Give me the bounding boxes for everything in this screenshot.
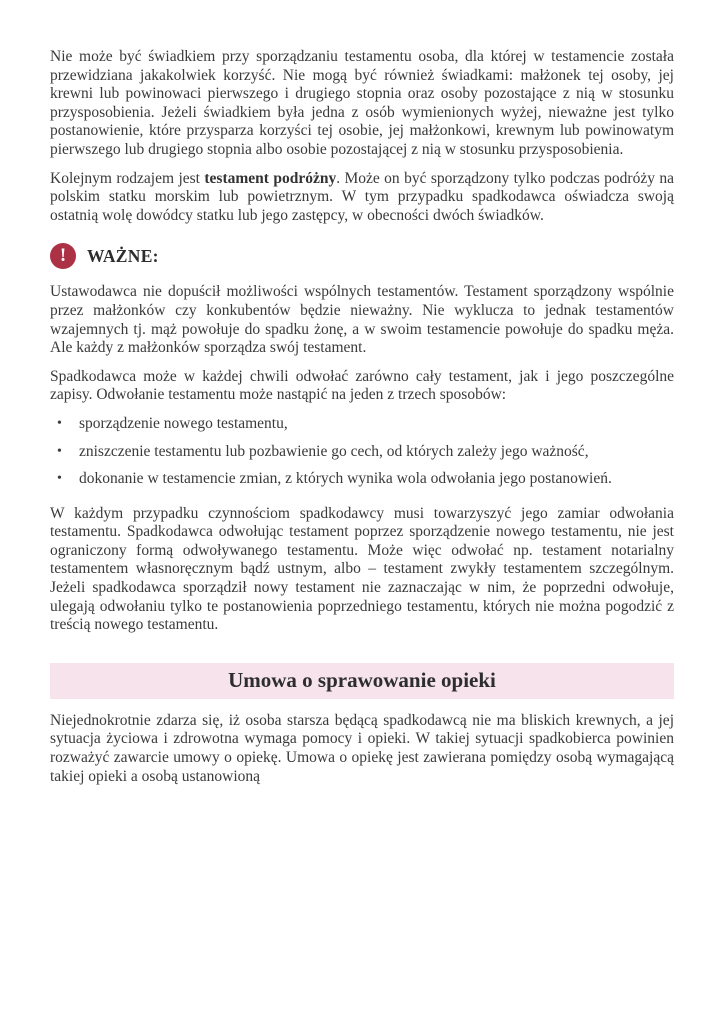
section-heading-care-agreement: Umowa o sprawowanie opieki [50, 663, 674, 699]
bullet-icon: • [57, 471, 62, 487]
bullet-icon: • [57, 443, 62, 459]
paragraph-revocation-details: W każdym przypadku czynnościom spadkodawcy musi towarzyszyć jego zamiar odwołania testamentu. Spadkodawca odwołując testament poprzez sporządzenie nowego testamentu, nie jest ograniczony formą odwoływanego testamentu. Może więc odwołać np. testament notarialny testamentem własnoręcznym bądź ustnym, albo – testament zwykły testamentem szczególnym. Jeżeli spadkodawca sporządził nowy testament nie zaznaczając w nim, że poprzedni odwołuje, ulegają odwołaniu tylko te postanowienia poprzedniego testamentu, których nie można pogodzić z treścią nowego testamentu. [50, 504, 674, 634]
list-item-text: zniszczenie testamentu lub pozbawienie go cech, od których zależy jego ważność, [79, 442, 589, 460]
exclamation-circle-icon: ! [50, 243, 76, 269]
travel-will-suffix: . Może on być sporządzony tylko podczas podróży na polskim statku morskim lub powietrznym. W tym przypadku spadkodawca oświadcza swoją ostatnią wolę dowódcy statku lub jego zastępcy, w obecności dwóch świadków. [50, 169, 674, 224]
revocation-methods-list [50, 415, 674, 489]
travel-will-bold-term: testament podróżny [204, 169, 337, 187]
list-item [50, 443, 674, 462]
paragraph-joint-wills: Ustawodawca nie dopuścił możliwości wspólnych testamentów. Testament sporządzony wspólnie przez małżonków czy konkubentów będzie nieważny. Nie wyklucza to jednak testamentów wzajemnych tj. mąż powołuje do spadku żonę, a w swoim testamencie powołuje do spadku męża. Ale każdy z małżonków sporządza swój testament. [50, 283, 674, 357]
list-item-text: dokonanie w testamencie zmian, z których wynika wola odwołania jego postanowień. [79, 470, 612, 488]
paragraph-revocation-intro: Spadkodawca może w każdej chwili odwołać zarówno cały testament, jak i jego poszczególne zapisy. Odwołanie testamentu może nastąpić na jeden z trzech sposobów: [50, 367, 674, 404]
travel-will-prefix: Kolejnym rodzajem jest [50, 169, 205, 187]
important-note-header [50, 243, 674, 269]
paragraph-witnesses: Nie może być świadkiem przy sporządzaniu testamentu osoba, dla której w testamencie została przewidziana jakakolwiek korzyść. Nie mogą być również świadkami: małżonek tej osoby, jej krewni lub powinowaci pierwszego i drugiego stopnia oraz osoby pozostające z nią w stosunku przysposobienia. Jeżeli świadkiem była jedna z osób wymienionych wyżej, nieważne jest tylko postanowienie, które przysparza korzyści tej osobie, jej małżonkowi, krewnym lub powinowatym pierwszego lub drugiego stopnia albo osobie pozostającej z nią w stosunku przysposobienia. [50, 48, 674, 158]
list-item [50, 470, 674, 489]
list-item [50, 415, 674, 434]
paragraph-travel-will [50, 170, 674, 226]
list-item-text: sporządzenie nowego testamentu, [79, 414, 288, 432]
paragraph-care-agreement: Niejednokrotnie zdarza się, iż osoba starsza będącą spadkodawcą nie ma bliskich krewnych, a jej sytuacja życiowa i zdrowotna wymaga pomocy i opieki. W takiej sytuacji spadkobierca powinien rozważyć zawarcie umowy o opiekę. Umowa o opiekę jest zawierana pomiędzy osobą wymagającą takiej opieki a osobą ustanowioną [50, 711, 674, 785]
important-label: WAŻNE: [87, 246, 159, 267]
bullet-icon: • [57, 415, 62, 431]
